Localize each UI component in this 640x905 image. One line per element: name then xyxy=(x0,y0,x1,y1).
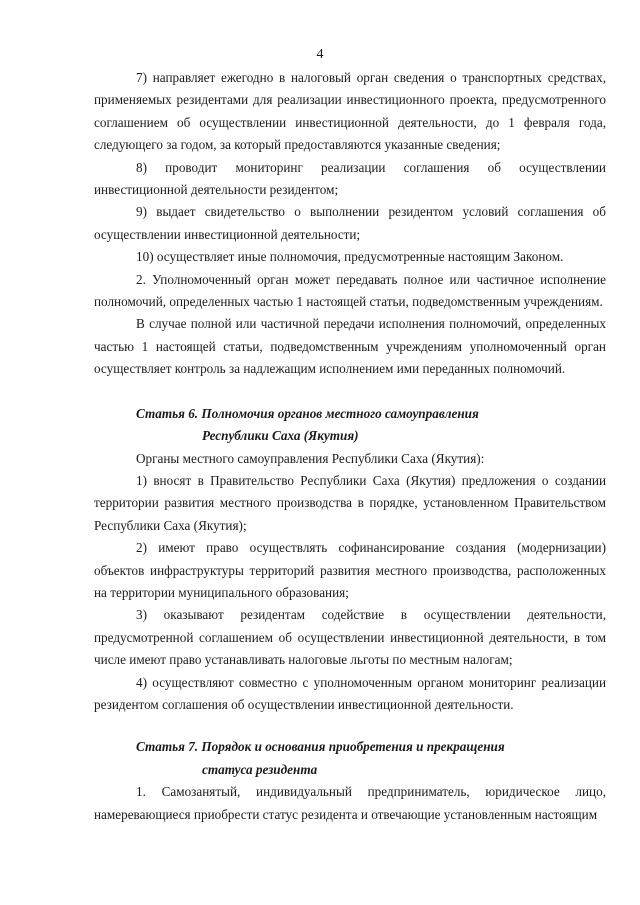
article-6-item-1: 1) вносят в Правительство Республики Саха (Якутия) предложения о создании территории развития местного производства в порядке, установленном Правительством Республики Саха (Якутия); xyxy=(94,472,606,533)
paragraph-item-10: 10) осуществляет иные полномочия, предусмотренные настоящим Законом. xyxy=(136,249,564,265)
paragraph-delegation-control: В случае полной или частичной передачи исполнения полномочий, определенных частью 1 настоящей статьи, подведомственным учреждениям уполномоченный орган осуществляет контроль за надлежащим исполнением ими переданных полномочий. xyxy=(94,316,606,377)
page-number: 4 xyxy=(316,47,324,62)
paragraph-part-2: 2. Уполномоченный орган может передавать полное или частичное исполнение полномочий, определенных частью 1 настоящей статьи, подведомственным учреждениям. xyxy=(94,271,606,310)
article-7-item-1: 1. Самозанятый, индивидуальный предприниматель, юридическое лицо, намеревающиеся приобрести статус резидента и отвечающие установленным настоящим xyxy=(94,784,606,822)
section-gap xyxy=(94,381,606,403)
paragraph-item-9: 9) выдает свидетельство о выполнении резидентом условий соглашения об осуществлении инвестиционной деятельности; xyxy=(94,204,606,242)
section-gap xyxy=(94,716,606,736)
article-6-item-2: 2) имеют право осуществлять софинансирование создания (модернизации) объектов инфраструктуры территорий развития местного производства, расположенных на территории муниципального образования; xyxy=(94,540,606,600)
article-6-intro: Органы местного самоуправления Республики Саха (Якутия): xyxy=(136,450,485,466)
article-6-heading-cont: Республики Саха (Якутия) xyxy=(202,428,359,444)
article-6-heading: Статья 6. Полномочия органов местного самоуправления xyxy=(136,405,479,421)
paragraph-item-8: 8) проводит мониторинг реализации соглашения об осуществлении инвестиционной деятельности резидентом; xyxy=(94,159,606,198)
paragraph-item-7: 7) направляет ежегодно в налоговый орган сведения о транспортных средствах, применяемых резидентами для реализации инвестиционного проекта, предусмотренного соглашением об осуществлении инвестиционной деятельности, до 1 февраля года, следующего за годом, за который предоставляются указанные сведения; xyxy=(94,70,606,153)
article-7-heading-cont: статуса резидента xyxy=(202,761,318,777)
article-7-heading: Статья 7. Порядок и основания приобретения и прекращения xyxy=(136,739,505,755)
article-6-item-4: 4) осуществляют совместно с уполномоченным органом мониторинг реализации резидентом соглашения об осуществлении инвестиционной деятельности. xyxy=(94,674,606,712)
document-body xyxy=(94,67,606,826)
article-6-item-3: 3) оказывают резидентам содействие в осуществлении деятельности, предусмотренной соглашением об осуществлении инвестиционной деятельности, в том числе имеют право устанавливать налоговые льготы по местным налогам; xyxy=(94,607,606,668)
